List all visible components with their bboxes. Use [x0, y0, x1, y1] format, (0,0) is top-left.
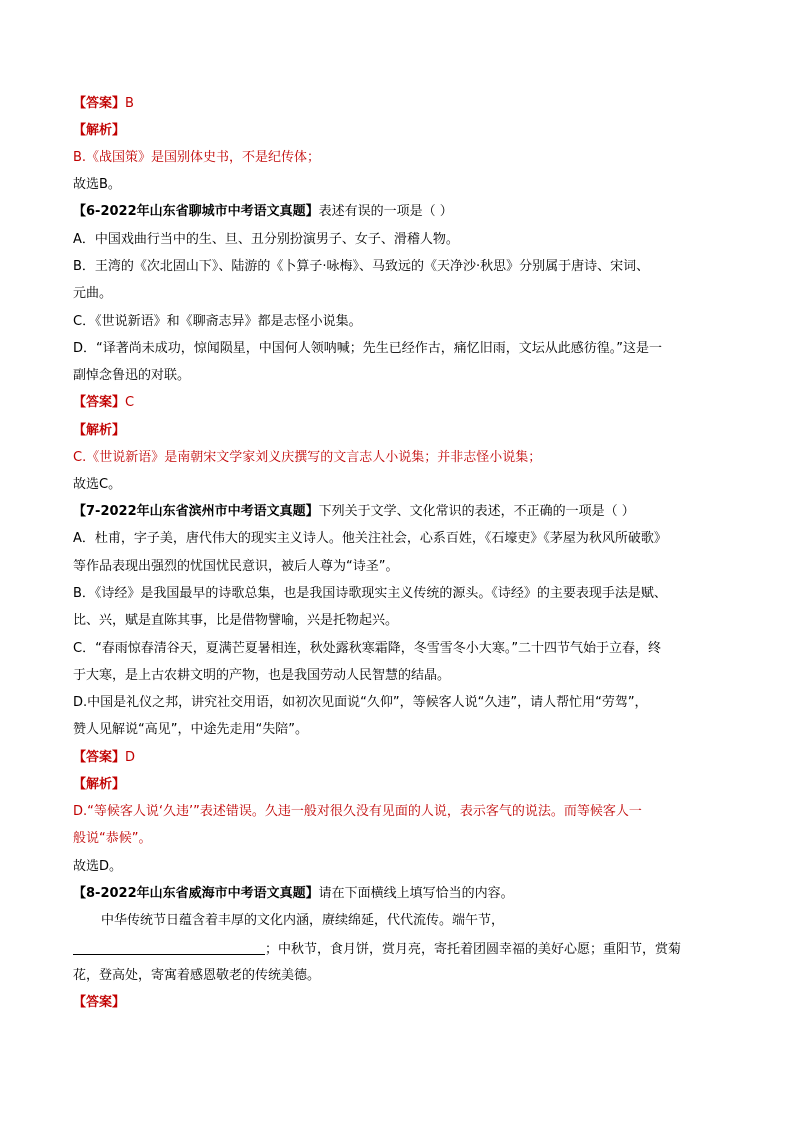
q7-analysis-label [73, 776, 723, 794]
q6-header [73, 203, 723, 221]
question-tag: 【6-2022年山东省聊城市中考语文真题】 [73, 204, 319, 219]
q7-option-d-line2: 赞人见解说“高见”，中途先走用“失陪”。 [73, 722, 308, 737]
analysis-label: 【解析】 [73, 423, 126, 438]
fill-in-blank[interactable] [73, 940, 265, 955]
q5-answer-line [73, 95, 723, 113]
q7-option-d-line1: D.中国是礼仪之邦，讲究社交用语，如初次见面说“久仰”，等候客人说“久违”，请人帮忙用“劳驾”， [73, 695, 648, 710]
q6-option-b-line1: B．王湾的《次北固山下》、陆游的《卜算子·咏梅》、马致远的《天净沙·秋思》分别属于唐诗、宋词、 [73, 259, 650, 274]
question-tag: 【8-2022年山东省威海市中考语文真题】 [73, 886, 319, 901]
q5-analysis-text: B.《战国策》是国别体史书，不是纪传体； [73, 150, 321, 165]
answer-value: B [125, 96, 134, 111]
q6-answer-line [73, 394, 723, 412]
q5-analysis-label [73, 122, 723, 140]
q6-option-a: A．中国戏曲行当中的生、旦、丑分别扮演男子、女子、滑稽人物。 [73, 232, 459, 247]
q6-analysis-text: C.《世说新语》是南朝宋文学家刘义庆撰写的文言志人小说集；并非志怪小说集； [73, 450, 542, 465]
q8-answer-line [73, 994, 723, 1012]
analysis-label: 【解析】 [73, 777, 126, 792]
q7-option-b-line2: 比、兴，赋是直陈其事，比是借物譬喻，兴是托物起兴。 [73, 613, 399, 628]
q6-analysis-label [73, 422, 723, 440]
q7-option-a-line2: 等作品表现出强烈的忧国忧民意识，被后人尊为“诗圣”。 [73, 559, 399, 574]
q6-option-d-line2: 副悼念鲁迅的对联。 [73, 368, 191, 383]
q6-option-b-line2: 元曲。 [73, 286, 113, 301]
q7-answer-line [73, 749, 723, 767]
q8-header [73, 885, 723, 903]
q6-option-d-line1: D．“译著尚未成功，惊闻陨星，中国何人领呐喊；先生已经作古，痛忆旧雨，文坛从此感彷徨。”这是一 [73, 341, 662, 356]
q7-option-b-line1: B．《诗经》是我国最早的诗歌总集，也是我国诗歌现实主义传统的源头。《诗经》的主要表现手法是赋、 [73, 586, 667, 601]
q7-analysis-text-line2: 般说“恭候”。 [73, 831, 152, 846]
question-tag: 【7-2022年山东省滨州市中考语文真题】 [73, 504, 319, 519]
q8-paragraph-line3: 花，登高处，寄寓着感恩敬老的传统美德。 [73, 968, 321, 983]
question-stem: 下列关于文学、文化常识的表述，不正确的一项是（ ） [318, 504, 635, 519]
answer-label: 【答案】 [73, 995, 126, 1010]
analysis-label: 【解析】 [73, 123, 126, 138]
answer-value: D [125, 750, 136, 765]
q7-header [73, 503, 723, 521]
q6-option-c: C．《世说新语》和《聊斋志异》都是志怪小说集。 [73, 314, 362, 329]
answer-label: 【答案】 [73, 395, 126, 410]
paragraph-text: ；中秋节，食月饼，赏月亮，寄托着团圆幸福的美好心愿；重阳节，赏菊 [265, 942, 682, 957]
q8-paragraph-line2 [73, 940, 723, 959]
question-stem: 表述有误的一项是（ ） [318, 204, 453, 219]
q7-analysis-text-line1: D.“等候客人说‘久违’”表述错误。久违一般对很久没有见面的人说，表示客气的说法。而等候客人一 [73, 804, 642, 819]
q7-option-c-line2: 于大寒，是上古农耕文明的产物，也是我国劳动人民智慧的结晶。 [73, 668, 451, 683]
q7-conclusion: 故选D。 [73, 859, 123, 874]
q7-option-c-line1: C．“春雨惊春清谷天，夏满芒夏暑相连，秋处露秋寒霜降，冬雪雪冬小大寒。”二十四节气始于立春，终 [73, 641, 662, 656]
q6-conclusion: 故选C。 [73, 477, 122, 492]
question-stem: 请在下面横线上填写恰当的内容。 [318, 886, 514, 901]
answer-label: 【答案】 [73, 750, 126, 765]
q7-option-a-line1: A．杜甫，字子美，唐代伟大的现实主义诗人。他关注社会，心系百姓，《石壕吏》《茅屋为秋风所破歌》 [73, 531, 667, 546]
q5-conclusion: 故选B。 [73, 177, 121, 192]
answer-label: 【答案】 [73, 96, 126, 111]
answer-value: C [125, 395, 135, 410]
q8-paragraph-line1: 中华传统节日蕴含着丰厚的文化内涵，赓续绵延，代代流传。端午节， [101, 913, 505, 928]
